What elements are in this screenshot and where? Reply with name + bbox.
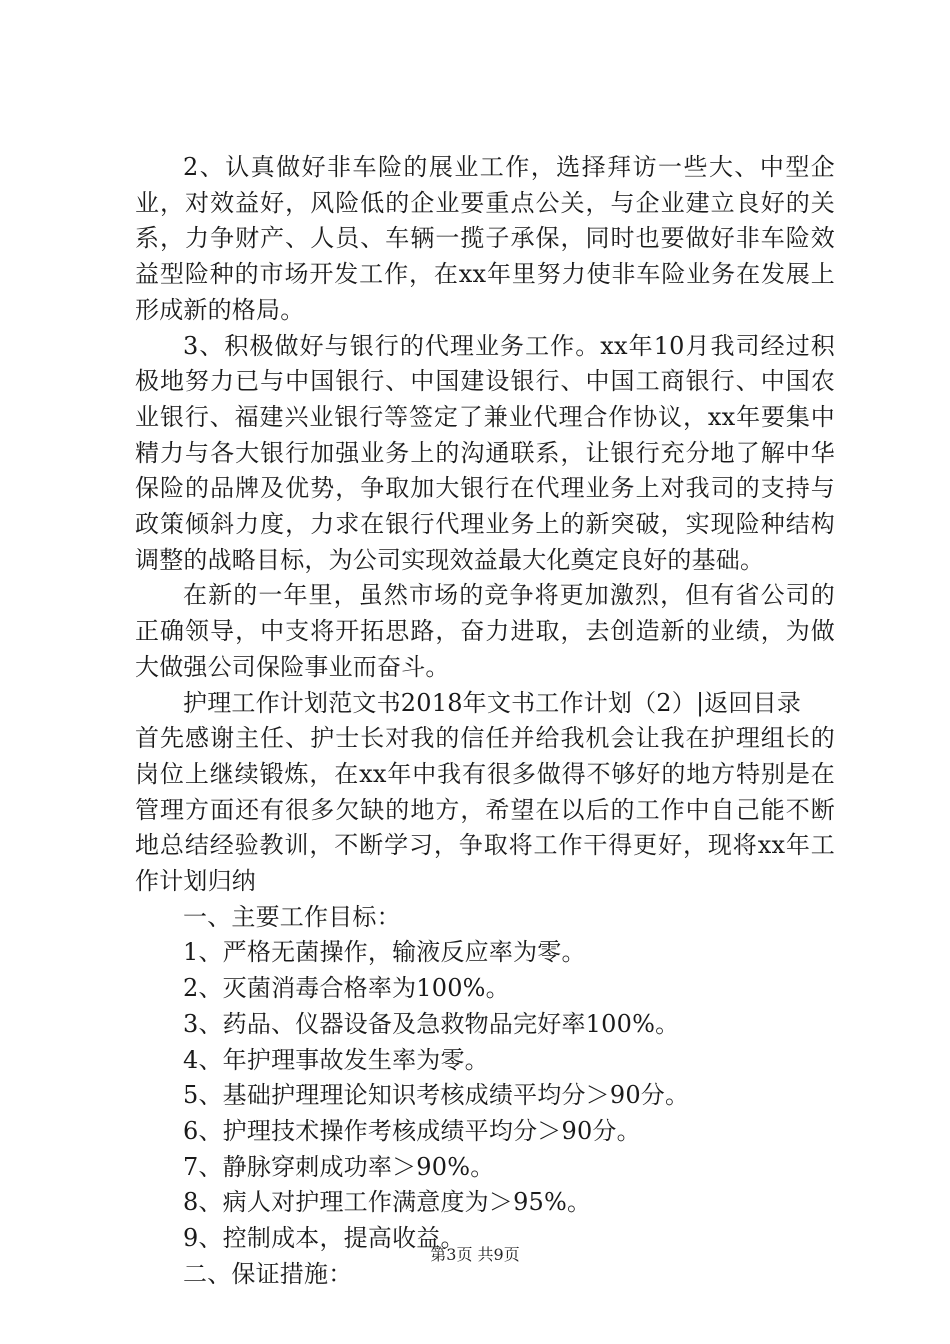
goals-heading: 一、主要工作目标： (183, 902, 401, 931)
goal-item: 5、基础护理理论知识考核成绩平均分＞90分。 (183, 1081, 690, 1110)
section-title-nursing-plan: 护理工作计划范文书2018年文书工作计划（2）|返回目录 (183, 688, 802, 717)
paragraph-nursing-intro: 首先感谢主任、护士长对我的信任并给我机会让我在护理组长的岗位上继续锻炼，在xx年中我有很多做得不够好的地方特别是在管理方面还有很多欠缺的地方，希望在以后的工作中自己能不断地总结经验教训，不断学习，争取将工作干得更好，现将xx年工作计划归纳 (135, 724, 835, 896)
goal-item: 4、年护理事故发生率为零。 (183, 1045, 489, 1074)
goal-item: 7、静脉穿刺成功率＞90%。 (183, 1152, 495, 1181)
goal-item: 8、病人对护理工作满意度为＞95%。 (183, 1188, 592, 1217)
document-body (135, 150, 835, 1293)
paragraph-new-year: 在新的一年里，虽然市场的竞争将更加激烈，但有省公司的正确领导，中支将开拓思路，奋力进取，去创造新的业绩，为做大做强公司保险事业而奋斗。 (135, 581, 835, 681)
goal-item: 1、严格无菌操作，输液反应率为零。 (183, 938, 586, 967)
paragraph-non-auto-insurance: 2、认真做好非车险的展业工作，选择拜访一些大、中型企业，对效益好，风险低的企业要重点公关，与企业建立良好的关系，力争财产、人员、车辆一揽子承保，同时也要做好非车险效益型险种的市场开发工作，在xx年里努力使非车险业务在发展上形成新的格局。 (135, 153, 835, 324)
paragraph-bank-agency: 3、积极做好与银行的代理业务工作。xx年10月我司经过积极地努力已与中国银行、中国建设银行、中国工商银行、中国农业银行、福建兴业银行等签定了兼业代理合作协议，xx年要集中精力与各大银行加强业务上的沟通联系，让银行充分地了解中华保险的品牌及优势，争取加大银行在代理业务上对我司的支持与政策倾斜力度，力求在银行代理业务上的新突破，实现险种结构调整的战略目标，为公司实现效益最大化奠定良好的基础。 (135, 331, 835, 574)
goal-item: 9、控制成本，提高收益。 (183, 1224, 465, 1253)
page-number-footer: 第3页 共9页 (430, 1245, 520, 1264)
goal-item: 2、灭菌消毒合格率为100%。 (183, 974, 510, 1003)
goal-item: 3、药品、仪器设备及急救物品完好率100%。 (183, 1009, 680, 1038)
measures-heading: 二、保证措施： (183, 1259, 353, 1288)
goal-item: 6、护理技术操作考核成绩平均分＞90分。 (183, 1116, 641, 1145)
